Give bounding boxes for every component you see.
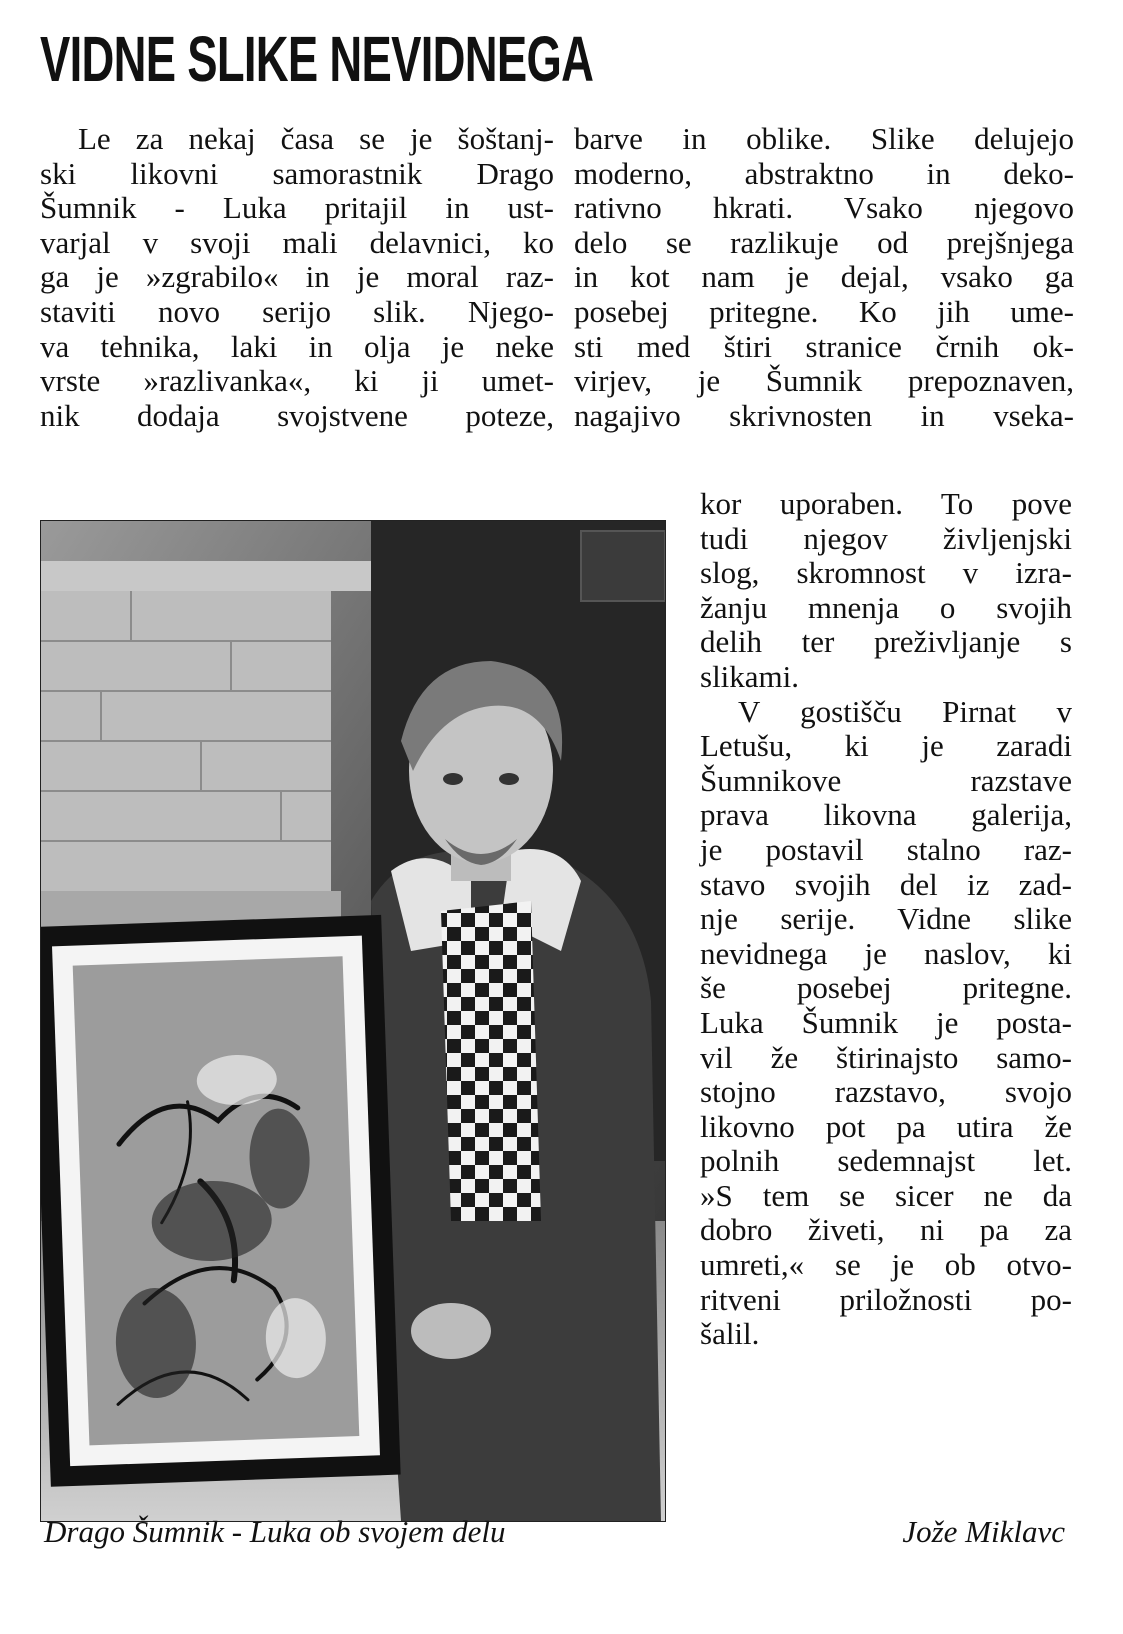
paragraph-exhibition: V gostišču Pirnat v Letušu, ki je zaradi Šumnikove razstave prava likovna galerija, je postavil stalno raz- stavo svojih del iz zad- nje serije. Vidne slike nevidnega je naslov, ki še posebej pritegne. Luka Šumnik je posta- vil že štirinajsto samo- stojno razstavo, svojo likovno pot pa utira že polnih sedemnajst let. »S tem se sicer ne da dobro živeti, ni pa za umreti,« se je ob otvo- ritveni priložnosti po- šalil. <box>700 693 1072 1352</box>
paragraph-intro-end: kor uporaben. To pove tudi njegov življenjski slog, skromnost v izra- žanju mnenja o svojih delih ter preživljanje s slikami. <box>700 486 1072 694</box>
paragraph-intro-continued: barve in oblike. Slike delujejo moderno, abstraktno in deko- rativno hkrati. Vsako njegovo delo se razlikuje od prejšnjega in kot nam je dejal, vsako ga posebej pritegne. Ko jih ume- sti med štiri stranice črnih ok- virjev, je Šumnik prepoznaven, nagajivo skrivnosten in vseka- <box>574 121 1074 433</box>
photo-caption: Drago Šumnik - Luka ob svojem delu <box>44 1514 506 1549</box>
paragraph-intro: Le za nekaj časa se je šoštanj- ski likovni samorastnik Drago Šumnik - Luka pritajil in ust- varjal v svoji mali delavnici, ko ga je »zgrabilo« in je moral raz- staviti novo serijo slik. Njego- va tehnika, laki in olja je neke vrste »razlivanka«, ki ji umet- nik dodaja svojstvene poteze, <box>40 121 554 433</box>
artist-photo <box>40 520 666 1522</box>
article-column-right-bottom <box>700 487 1072 1352</box>
headline: VIDNE SLIKE NEVIDNEGA <box>40 23 594 95</box>
artist-photo-illustration <box>41 521 665 1521</box>
article-column-right-top <box>574 122 1074 433</box>
author-byline: Jože Miklavc <box>902 1514 1065 1549</box>
article-column-left <box>40 122 554 433</box>
